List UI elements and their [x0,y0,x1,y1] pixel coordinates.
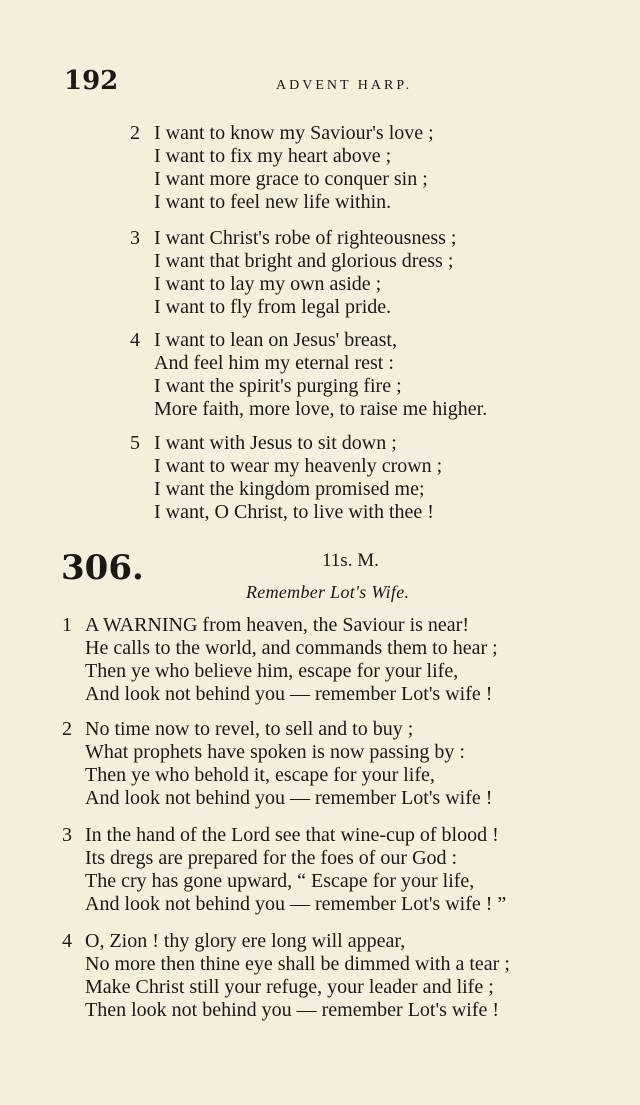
hymn-stanza [62,930,510,1022]
verse-line: The cry has gone upward, “ Escape for your life, [85,870,475,892]
verse-line: I want to feel new life within. [154,191,392,213]
verse-line: I want Christ's robe of righteousness ; [154,227,457,249]
verse-line: O, Zion ! thy glory ere long will appear, [85,930,406,952]
verse-line: And look not behind you — remember Lot's wife ! ” [85,893,507,915]
hymn-meter: 11s. M. [322,550,379,571]
verse-line: What prophets have spoken is now passing by : [85,741,465,763]
running-head: ADVENT HARP. [276,78,413,93]
hymn-stanza [62,718,492,810]
verse-line: I want with Jesus to sit down ; [154,432,397,454]
stanza-number: 4 [130,329,140,351]
stanza-number: 5 [130,432,140,454]
verse-line: I want to know my Saviour's love ; [154,122,434,144]
verse-line: I want to lay my own aside ; [154,273,382,295]
verse-line: More faith, more love, to raise me higher. [154,398,488,420]
verse-line: Then ye who behold it, escape for your life, [85,764,435,786]
verse-line: Make Christ still your refuge, your leader and life ; [85,976,494,998]
stanza-number: 2 [130,122,140,144]
page-number: 192 [64,66,119,96]
hymn-stanza [62,614,498,706]
verse-line: I want, O Christ, to live with thee ! [154,501,434,523]
verse-line: A WARNING from heaven, the Saviour is near! [85,614,469,636]
verse-line: I want the spirit's purging fire ; [154,375,402,397]
stanza-number: 4 [62,930,72,952]
verse-line: He calls to the world, and commands them to hear ; [85,637,498,659]
verse-line: Its dregs are prepared for the foes of our God : [85,847,458,869]
verse-line: Then look not behind you — remember Lot's wife ! [85,999,500,1021]
verse-line: I want the kingdom promised me; [154,478,425,500]
verse-line: I want to lean on Jesus' breast, [154,329,397,351]
verse-line: Then ye who believe him, escape for your life, [85,660,459,682]
verse-line: In the hand of the Lord see that wine-cup of blood ! [85,824,499,846]
verse-line: I want to wear my heavenly crown ; [154,455,443,477]
hymn-title: Remember Lot's Wife. [246,582,410,602]
verse-line: And look not behind you — remember Lot's wife ! [85,683,493,705]
verse-line: I want to fix my heart above ; [154,145,392,167]
stanza-number: 3 [62,824,72,846]
stanza-number: 3 [130,227,140,249]
hymn-stanza [62,824,506,916]
verse-line: I want to fly from legal pride. [154,296,392,318]
verse-line: I want more grace to conquer sin ; [154,168,428,190]
stanza-number: 2 [62,718,72,740]
stanza-number: 1 [62,614,72,636]
previous-hymn-stanza [130,329,487,421]
verse-line: No time now to revel, to sell and to buy ; [85,718,414,740]
verse-line: I want that bright and glorious dress ; [154,250,454,272]
previous-hymn-stanza [130,227,456,319]
previous-hymn-stanza [130,432,442,524]
verse-line: No more then thine eye shall be dimmed with a tear ; [85,953,510,975]
hymn-number: 306. [61,548,144,588]
previous-hymn-stanza [130,122,434,214]
verse-line: And feel him my eternal rest : [154,352,394,374]
verse-line: And look not behind you — remember Lot's wife ! [85,787,493,809]
